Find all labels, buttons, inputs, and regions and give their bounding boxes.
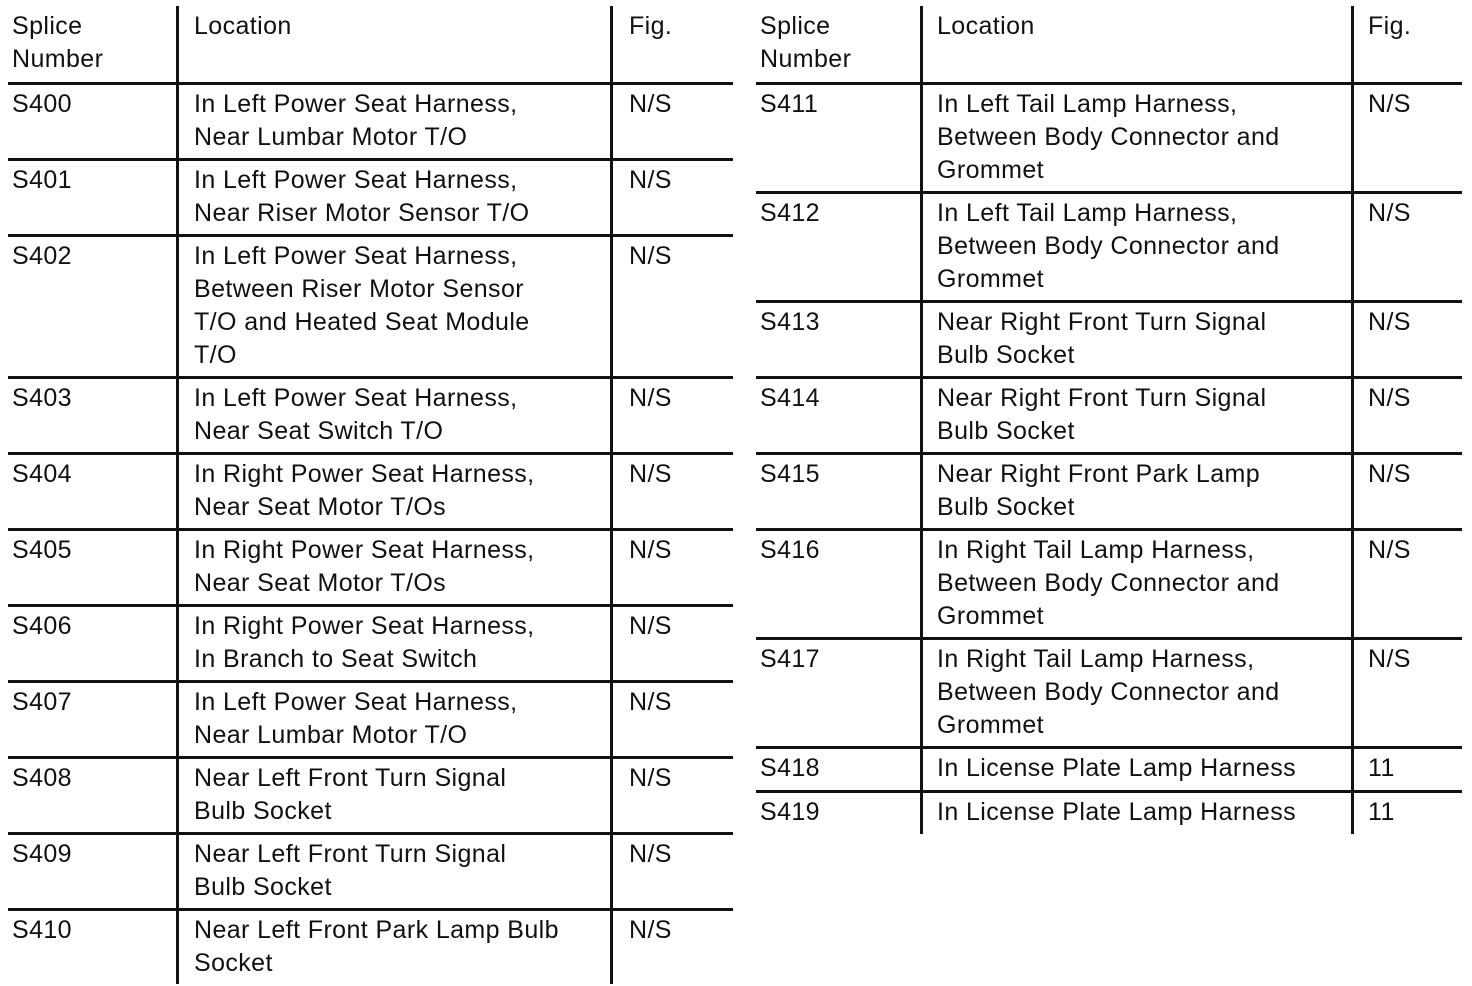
fig-cell: N/S	[612, 758, 734, 834]
fig-cell: N/S	[1353, 639, 1463, 748]
splice-number-cell: S401	[8, 160, 178, 236]
splice-number-cell: S406	[8, 606, 178, 682]
fig-cell: N/S	[612, 378, 734, 454]
location-cell: In Left Tail Lamp Harness, Between Body Connector and Grommet	[922, 193, 1353, 302]
splice-number-cell: S403	[8, 378, 178, 454]
location-cell: In Left Power Seat Harness, Near Seat Switch T/O	[178, 378, 612, 454]
fig-cell: N/S	[612, 834, 734, 910]
fig-cell: N/S	[612, 530, 734, 606]
splice-table-right	[756, 6, 1462, 834]
table-row	[8, 160, 733, 236]
table-body-left	[8, 84, 733, 985]
fig-cell: N/S	[1353, 378, 1463, 454]
table-header-row	[756, 6, 1462, 84]
location-cell: In Right Power Seat Harness, In Branch to Seat Switch	[178, 606, 612, 682]
fig-cell: N/S	[1353, 193, 1463, 302]
splice-number-cell: S407	[8, 682, 178, 758]
fig-cell: N/S	[1353, 84, 1463, 193]
splice-number-cell: S416	[756, 530, 922, 639]
table-row	[8, 606, 733, 682]
splice-number-cell: S413	[756, 302, 922, 378]
location-cell: In Right Power Seat Harness, Near Seat Motor T/Os	[178, 530, 612, 606]
location-cell: Near Right Front Turn Signal Bulb Socket	[922, 378, 1353, 454]
table-row	[756, 84, 1462, 193]
fig-cell: N/S	[612, 454, 734, 530]
table-row	[8, 530, 733, 606]
table-row	[8, 378, 733, 454]
splice-number-cell: S409	[8, 834, 178, 910]
table-row	[8, 910, 733, 985]
location-cell: Near Left Front Turn Signal Bulb Socket	[178, 758, 612, 834]
splice-number-cell: S415	[756, 454, 922, 530]
location-cell: In Left Power Seat Harness, Near Lumbar Motor T/O	[178, 84, 612, 160]
splice-number-cell: S411	[756, 84, 922, 193]
header-fig: Fig.	[1353, 6, 1463, 84]
header-fig: Fig.	[612, 6, 734, 84]
fig-cell: N/S	[612, 160, 734, 236]
table-row	[756, 748, 1462, 792]
fig-cell: N/S	[629, 916, 672, 944]
splice-number-cell: S412	[756, 193, 922, 302]
table-row	[8, 454, 733, 530]
location-cell: In Left Power Seat Harness, Near Riser Motor Sensor T/O	[178, 160, 612, 236]
table-row	[756, 302, 1462, 378]
location-cell: In Right Tail Lamp Harness, Between Body Connector and Grommet	[922, 530, 1353, 639]
location-cell: Near Left Front Turn Signal Bulb Socket	[178, 834, 612, 910]
fig-cell: N/S	[1353, 454, 1463, 530]
fig-cell: 11	[1353, 748, 1463, 792]
table-row	[756, 193, 1462, 302]
header-location: Location	[922, 6, 1353, 84]
splice-number-cell: S404	[8, 454, 178, 530]
table-row	[756, 454, 1462, 530]
location-cell: In Left Power Seat Harness, Near Lumbar Motor T/O	[178, 682, 612, 758]
table-row	[756, 530, 1462, 639]
splice-number-cell: S418	[756, 748, 922, 792]
location-cell: Near Right Front Park Lamp Bulb Socket	[922, 454, 1353, 530]
table-row	[8, 682, 733, 758]
fig-cell: N/S	[612, 236, 734, 378]
fig-cell: N/S	[612, 84, 734, 160]
table-body-right	[756, 84, 1462, 835]
table-row	[756, 378, 1462, 454]
location-cell: In Right Power Seat Harness, Near Seat Motor T/Os	[178, 454, 612, 530]
table-row	[8, 758, 733, 834]
location-cell: In License Plate Lamp Harness	[922, 748, 1353, 792]
location-cell: In Left Tail Lamp Harness, Between Body Connector and Grommet	[922, 84, 1353, 193]
table-row	[8, 834, 733, 910]
splice-number-cell: S419	[760, 798, 820, 826]
location-cell: In Right Tail Lamp Harness, Between Body Connector and Grommet	[922, 639, 1353, 748]
splice-table-left	[8, 6, 733, 984]
location-cell: Near Right Front Turn Signal Bulb Socket	[922, 302, 1353, 378]
splice-number-cell: S400	[8, 84, 178, 160]
fig-cell: N/S	[612, 606, 734, 682]
splice-number-cell: S405	[8, 530, 178, 606]
splice-number-cell: S408	[8, 758, 178, 834]
fig-cell: N/S	[612, 682, 734, 758]
splice-number-cell: S414	[756, 378, 922, 454]
location-cell: In Left Power Seat Harness, Between Riser Motor Sensor T/O and Heated Seat Module T/O	[178, 236, 612, 378]
header-splice-number: Splice Number	[8, 6, 178, 84]
splice-number-cell: S417	[756, 639, 922, 748]
table-row	[756, 792, 1462, 835]
table-row	[756, 639, 1462, 748]
table-row	[8, 84, 733, 160]
table-row	[8, 236, 733, 378]
table-header-row	[8, 6, 733, 84]
fig-cell: N/S	[1353, 530, 1463, 639]
fig-cell: 11	[1368, 798, 1395, 826]
location-cell: In License Plate Lamp Harness	[922, 792, 1353, 835]
header-location: Location	[178, 6, 612, 84]
splice-number-cell: S410	[12, 916, 72, 944]
splice-number-cell: S402	[8, 236, 178, 378]
fig-cell: N/S	[1353, 302, 1463, 378]
location-cell: Near Left Front Park Lamp Bulb Socket	[178, 910, 612, 985]
header-splice-number: Splice Number	[756, 6, 922, 84]
